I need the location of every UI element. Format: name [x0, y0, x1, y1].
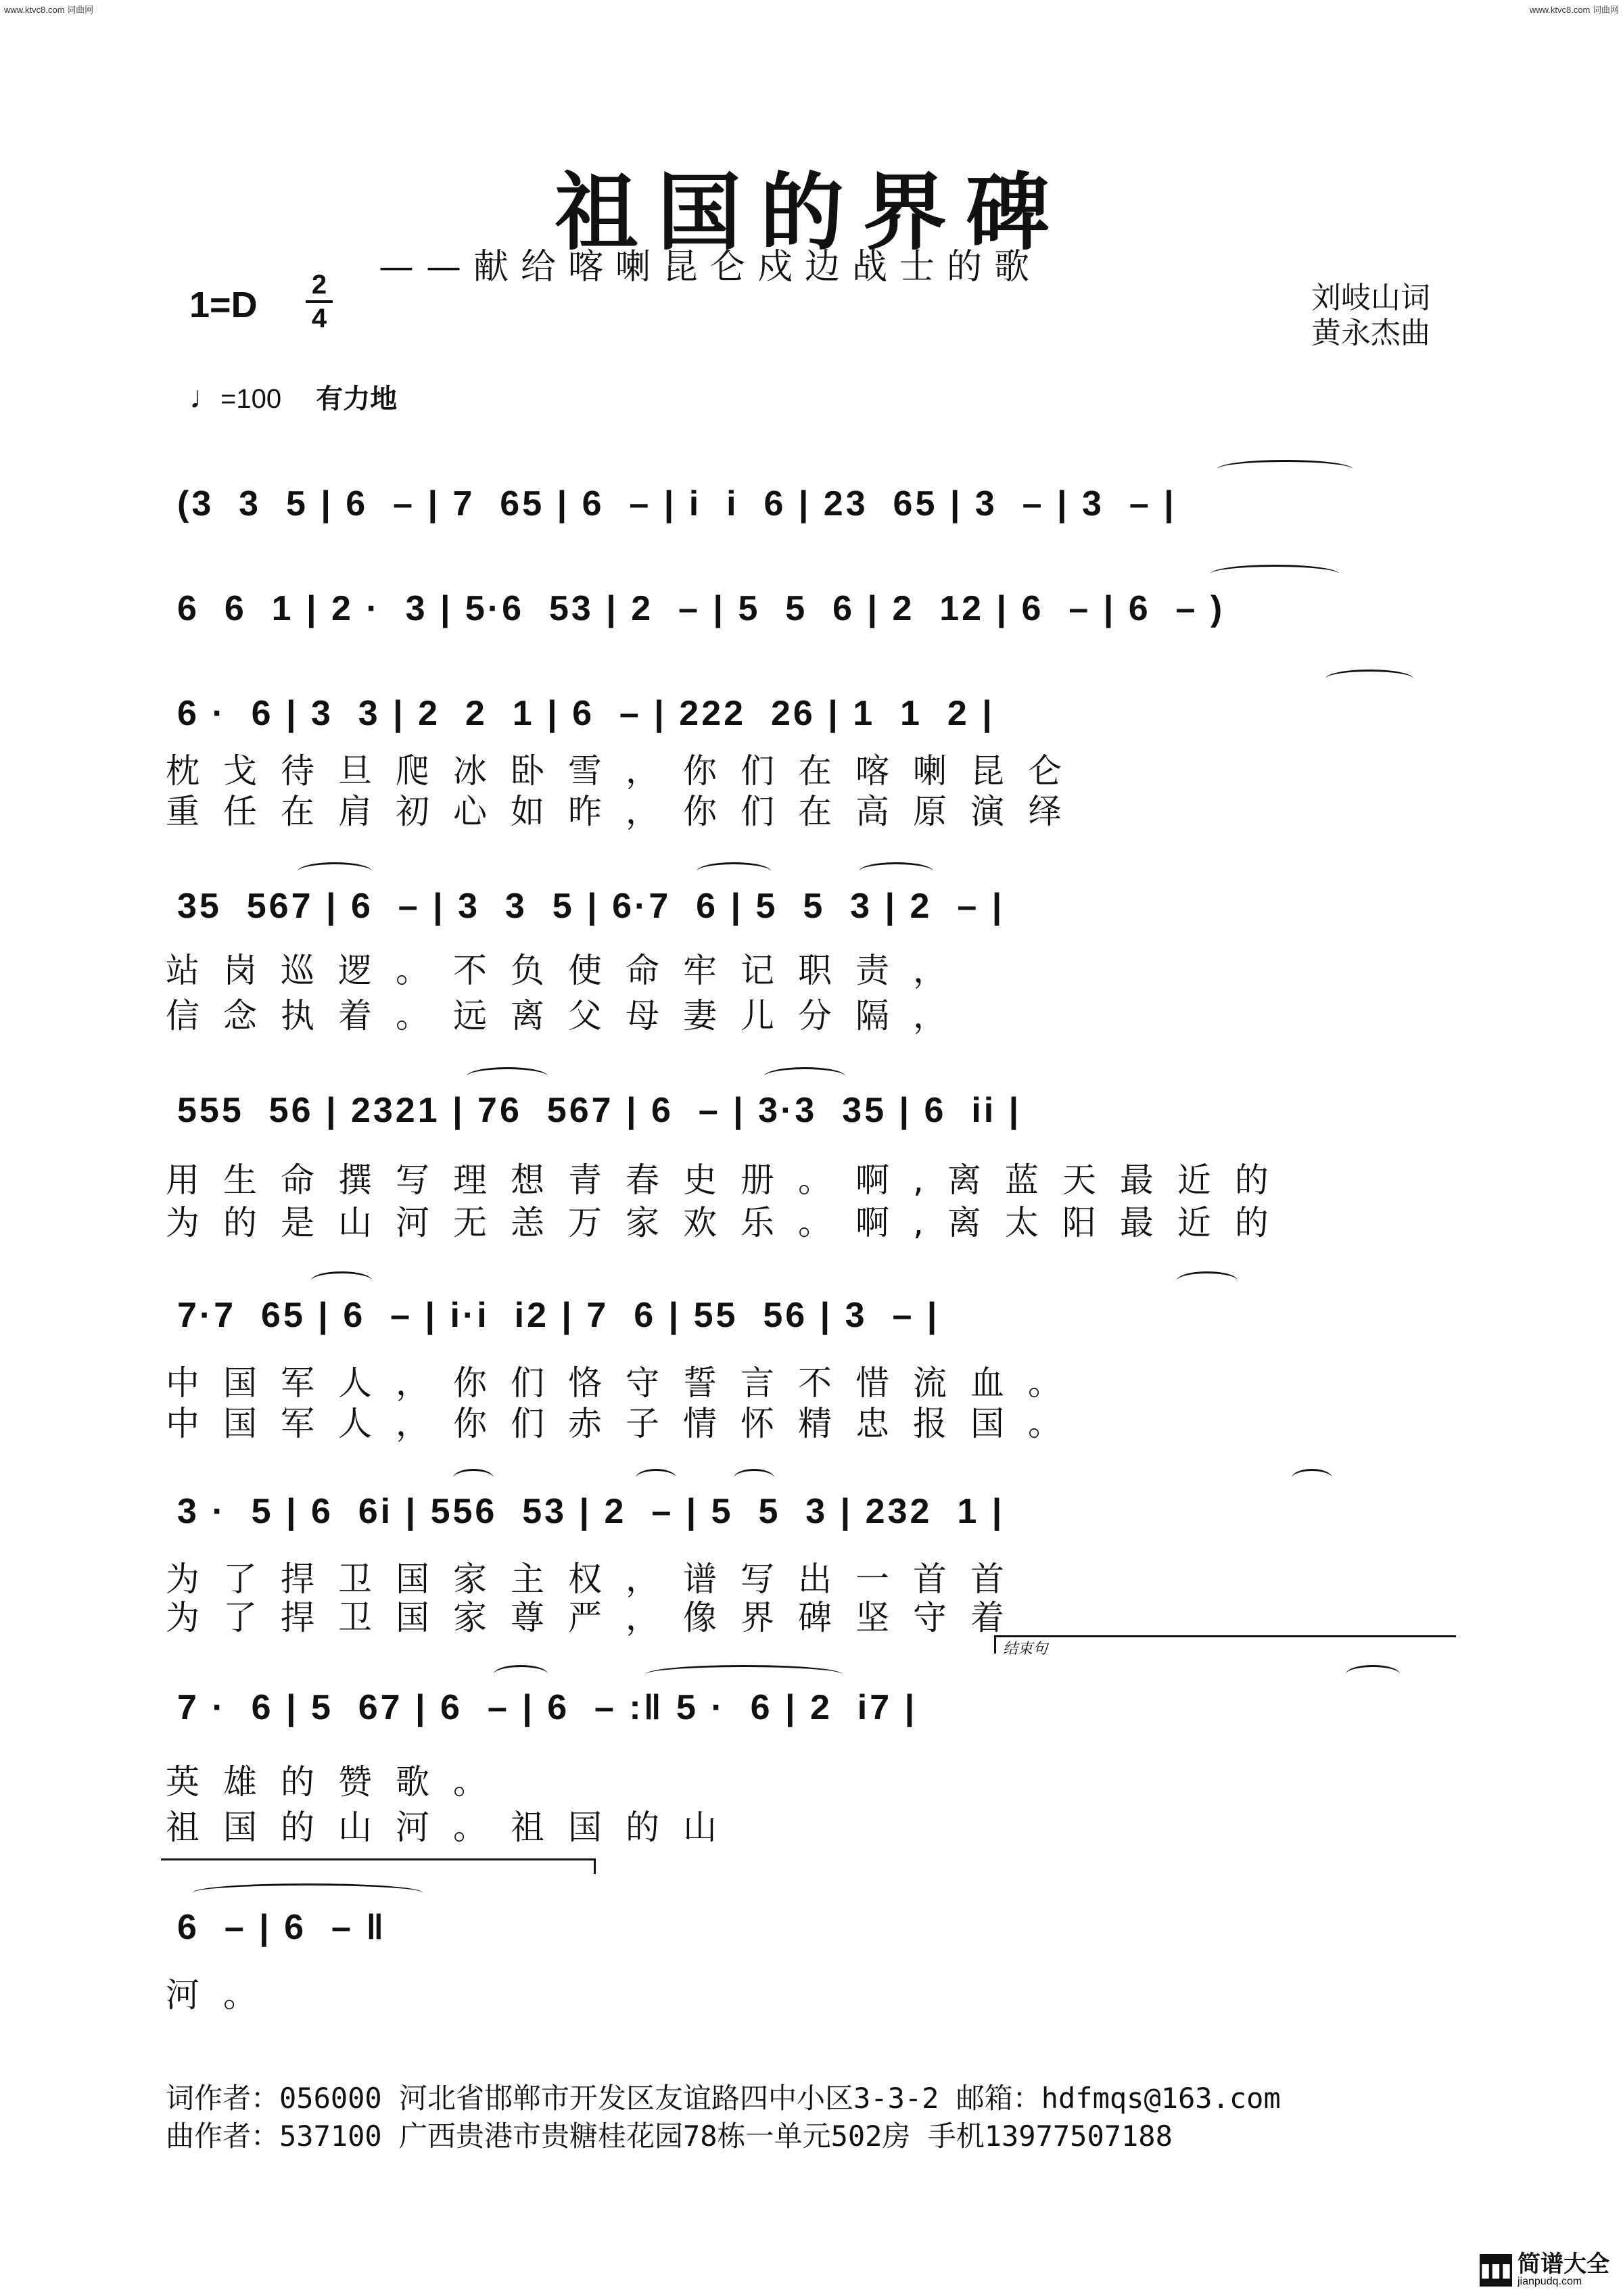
notation: 6 – | 6 – ‖ [177, 1908, 387, 1947]
notation: 3 · 5 | 6 6i | 556 53 | 2 – | 5 5 3 | 232 1 | [177, 1492, 1005, 1531]
ending-label: 结束句 [1003, 1640, 1048, 1657]
staff-line-7 [177, 1491, 1462, 1539]
notation: (3 3 5 | 6 – | 7 65 | 6 – | i i 6 | 23 65 | 3 – | 3 – | [177, 484, 1177, 523]
staff-line-9 [177, 1907, 1462, 1954]
footer-contacts [166, 2080, 1281, 2155]
slur [1292, 1469, 1332, 1487]
tie [1210, 565, 1339, 583]
lyric-verse-1: 站岗巡逻。不负使命牢记职责， [166, 951, 970, 990]
tempo-marking [189, 377, 397, 416]
logo-url: jianpudq.com [1518, 2276, 1582, 2287]
lyric-verse-2: 为了捍卫国家尊严，像界碑坚守着 [166, 1598, 1028, 1637]
site-logo[interactable] [1480, 2253, 1609, 2288]
notation: 6 · 6 | 3 3 | 2 2 1 | 6 – | 222 26 | 1 1 2 | [177, 694, 995, 733]
staff-line-6 [177, 1295, 1462, 1342]
staff-line-5 [177, 1090, 1462, 1138]
staff-line-1 [177, 484, 1462, 531]
time-sig-bottom: 4 [311, 304, 327, 333]
composer-contact: 曲作者：537100 广西贵港市贵糖桂花园78栋一单元502房 手机13977507188 [166, 2119, 1173, 2153]
ending-bracket-continued [161, 1858, 596, 1874]
lyric-verse-1: 枕戈待旦爬冰卧雪，你们在喀喇昆仑 [166, 751, 1085, 791]
expression: 有力地 [316, 383, 398, 415]
lyric-verse-1: 用生命撰写理想青春史册。啊,离蓝天最近的 [166, 1161, 1292, 1200]
tie [646, 1665, 842, 1683]
staff-line-8 [177, 1687, 1462, 1735]
lyricist-contact: 词作者：056000 河北省邯郸市开发区友谊路四中小区3-3-2 邮箱：hdfmqs@163.com [166, 2082, 1281, 2115]
lyric-verse-2: 为的是山河无恙万家欢乐。啊,离太阳最近的 [166, 1203, 1292, 1242]
song-title: 祖国的界碑 [554, 164, 1068, 262]
notation: 555 56 | 2321 | 76 567 | 6 – | 3·3 35 | 6 ii | [177, 1091, 1022, 1130]
slur [494, 1665, 548, 1683]
logo-name: 简谱大全 [1518, 2251, 1609, 2277]
lyric-verse-1: 中国军人，你们恪守誓言不惜流血。 [166, 1363, 1085, 1403]
lyric-verse-1: 为了捍卫国家主权，谱写出一首首 [166, 1560, 1028, 1599]
slur [453, 1469, 494, 1487]
slur [734, 1469, 774, 1487]
slur [697, 862, 771, 881]
watermark-right: www.ktvc8.com 词曲网 [1529, 5, 1619, 15]
lyric-verse-1: 英雄的赞歌。 [166, 1762, 511, 1802]
time-signature [306, 271, 333, 333]
tie [1217, 460, 1352, 478]
lyric-verse-2: 信念执着。远离父母妻儿分隔， [166, 996, 970, 1035]
slur [859, 862, 933, 881]
ending-bracket [994, 1635, 1456, 1657]
key-signature: 1=D [189, 285, 258, 325]
time-sig-top: 2 [311, 270, 327, 300]
song-subtitle: ——献给喀喇昆仑戍边战士的歌 [379, 247, 1042, 287]
tie [193, 1883, 423, 1902]
slur [1177, 1271, 1238, 1290]
slur [467, 1067, 548, 1085]
lyric-verse-1: 河。 [166, 1975, 281, 2015]
lyric-verse-2: 祖国的山河。祖国的山 [166, 1808, 740, 1847]
lyric-verse-2: 中国军人，你们赤子情怀精忠报国。 [166, 1404, 1085, 1443]
staff-line-4 [177, 886, 1462, 933]
slur [1325, 670, 1413, 688]
lyric-verse-2: 重任在肩初心如昨，你们在高原演绎 [166, 792, 1085, 831]
notation: 7 · 6 | 5 67 | 6 – | 6 – :‖ 5 · 6 | 2 i7 | [177, 1688, 918, 1727]
notation: 6 6 1 | 2 · 3 | 5·6 53 | 2 – | 5 5 6 | 2 12 | 6 – | 6 – ) [177, 589, 1225, 628]
tempo-value: =100 [220, 384, 282, 414]
credits [1311, 281, 1430, 351]
notation: 35 567 | 6 – | 3 3 5 | 6·7 6 | 5 5 3 | 2 – | [177, 887, 1005, 926]
slur [636, 1469, 676, 1487]
quarter-note-icon: ♩ [189, 379, 220, 415]
staff-line-3 [177, 693, 1462, 741]
staff-line-2 [177, 588, 1462, 636]
slur [311, 1271, 372, 1290]
slur [298, 862, 372, 881]
composer: 黄永杰曲 [1311, 316, 1430, 350]
watermark-left: www.ktvc8.com 词曲网 [4, 5, 94, 15]
slur [764, 1067, 845, 1085]
lyricist: 刘岐山词 [1311, 281, 1430, 315]
slur [1346, 1665, 1400, 1683]
notation: 7·7 65 | 6 – | i·i i2 | 7 6 | 55 56 | 3 – | [177, 1296, 940, 1335]
piano-keys-icon: ▮▮▮ [1480, 2254, 1512, 2287]
